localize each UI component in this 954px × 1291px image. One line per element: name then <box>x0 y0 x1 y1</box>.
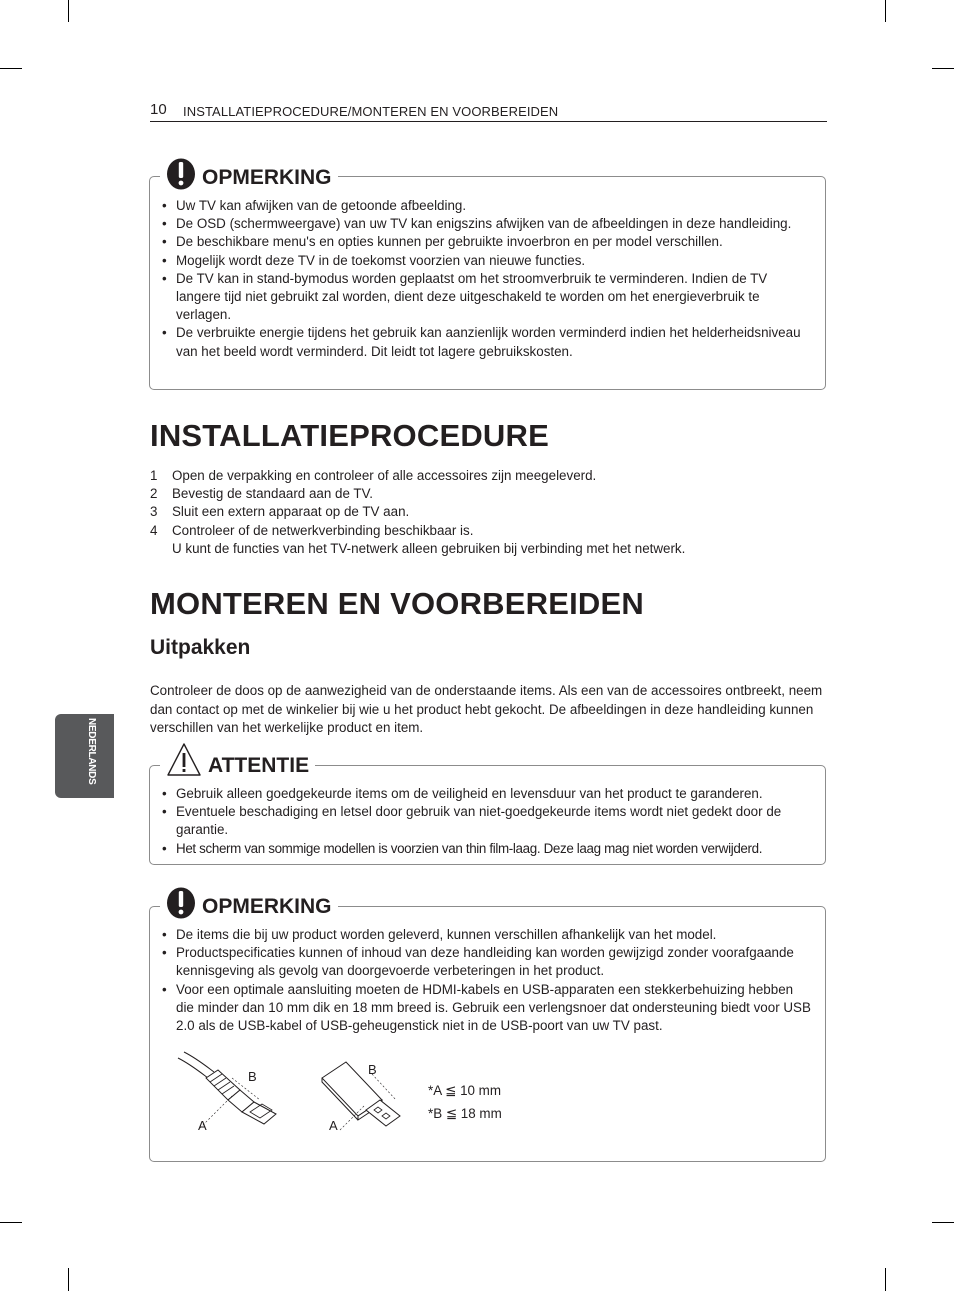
language-tab <box>55 714 114 798</box>
list-item: • Voor een optimale aansluiting moeten de HDMI-kabels en USB-apparaten een stekkerbehuizing hebben die minder dan 10 mm dik en 18 mm breed is. Gebruik een verlengsnoer dat ondersteuning biedt voor USB 2.0 als de USB-kabel of USB-geheugenstick niet in de USB-poort van uw TV past. <box>162 981 812 1036</box>
crop-mark <box>68 1268 69 1291</box>
figure-label-a: A <box>198 1118 207 1133</box>
dimension-b: *B ≦ 18 mm <box>428 1106 502 1121</box>
crop-mark <box>885 1268 886 1291</box>
step-item <box>150 503 810 521</box>
list-item: • Gebruik alleen goedgekeurde items om de veiligheid en levensduur van het product te garanderen. <box>162 785 812 803</box>
section-title-mount: MONTEREN EN VOORBEREIDEN <box>150 586 644 621</box>
step-text: Controleer of de netwerkverbinding beschikbaar is. <box>172 522 474 538</box>
warning-triangle-icon <box>166 742 202 778</box>
step-text: Sluit een extern apparaat op de TV aan. <box>172 504 410 520</box>
list-item: • Productspecificaties kunnen of inhoud van deze handleiding kan worden gewijzigd zonder voorafgaande kennisgeving als gevolg van doorgevoerde verbeteringen in het product. <box>162 944 812 980</box>
step-number: 4 <box>150 522 158 538</box>
caution-list <box>162 785 812 858</box>
page-number: 10 <box>150 101 167 118</box>
step-text: Open de verpakking en controleer of alle accessoires zijn meegeleverd. <box>172 468 597 483</box>
header-rule <box>150 121 827 122</box>
dimension-a: *A ≦ 10 mm <box>428 1083 501 1098</box>
note-label: OPMERKING <box>202 895 332 918</box>
crop-mark <box>0 68 22 69</box>
note-list <box>162 926 812 1035</box>
step-number: 2 <box>150 486 158 502</box>
list-item: • Uw TV kan afwijken van de getoonde afbeelding. <box>162 197 812 215</box>
note-heading <box>160 150 338 190</box>
step-item <box>150 485 810 503</box>
step-item <box>150 522 810 540</box>
list-item: • De OSD (schermweergave) van uw TV kan enigszins afwijken van de afbeeldingen in deze handleiding. <box>162 215 812 233</box>
hdmi-plug-illustration <box>170 1050 290 1135</box>
unpack-paragraph: Controleer de doos op de aanwezigheid van de onderstaande items. Als een van de accessoires ontbreekt, neem dan contact op met de winkelier bij wie u het product hebt gekocht. De afbeeldingen in deze handleiding kunnen verschillen van het werkelijke product en item. <box>150 683 823 735</box>
section-title-install: INSTALLATIEPROCEDURE <box>150 418 549 453</box>
list-item: • De TV kan in stand-bymodus worden geplaatst om het stroomverbruik te verminderen. Indien de TV langere tijd niet gebruikt zal worden, dient deze uitgeschakeld te worden om het energieverbruik te verlagen. <box>162 270 812 325</box>
crop-mark <box>0 1222 22 1223</box>
list-item: • Het scherm van sommige modellen is voorzien van thin film-laag. Deze laag mag niet worden verwijderd. <box>162 840 812 858</box>
language-tab-label: NEDERLANDS <box>86 718 97 785</box>
list-item: • De beschikbare menu's en opties kunnen per gebruikte invoerbron en per model verschillen. <box>162 233 812 251</box>
crop-mark <box>932 68 954 69</box>
dimension-list <box>428 1079 502 1125</box>
step-text: Bevestig de standaard aan de TV. <box>172 486 374 502</box>
list-item: • De items die bij uw product worden geleverd, kunnen verschillen afhankelijk van het model. <box>162 926 812 944</box>
step-note-text: U kunt de functies van het TV-netwerk alleen gebruiken bij verbinding met het netwerk. <box>172 540 686 556</box>
list-item: • Eventuele beschadiging en letsel door gebruik van niet-goedgekeurde items wordt niet gedekt door de garantie. <box>162 803 812 839</box>
crop-mark <box>885 0 886 22</box>
caution-label: ATTENTIE <box>208 754 310 777</box>
step-number: 1 <box>150 468 158 483</box>
crop-mark <box>932 1222 954 1223</box>
step-item <box>150 467 810 485</box>
subsection-title: Uitpakken <box>150 636 251 659</box>
list-item: • De verbruikte energie tijdens het gebruik kan aanzienlijk worden verminderd indien het helderheidsniveau van het beeld wordt verminderd. Dit leidt tot lagere gebruikskosten. <box>162 324 812 360</box>
note-list <box>162 197 812 361</box>
note-label: OPMERKING <box>202 166 332 189</box>
figure-label-b: B <box>368 1062 377 1077</box>
figure-label-b: B <box>248 1069 257 1084</box>
step-note <box>150 540 810 558</box>
note-heading <box>160 879 338 919</box>
figure-label-a: A <box>329 1118 338 1133</box>
caution-heading <box>160 738 315 778</box>
exclamation-icon <box>166 156 196 190</box>
crop-mark <box>68 0 69 22</box>
list-item: • Mogelijk wordt deze TV in de toekomst voorzien van nieuwe functies. <box>162 252 812 270</box>
exclamation-icon <box>166 885 196 919</box>
install-steps <box>150 467 810 558</box>
running-header: INSTALLATIEPROCEDURE/MONTEREN EN VOORBEREIDEN <box>183 104 559 119</box>
step-number: 3 <box>150 504 158 520</box>
